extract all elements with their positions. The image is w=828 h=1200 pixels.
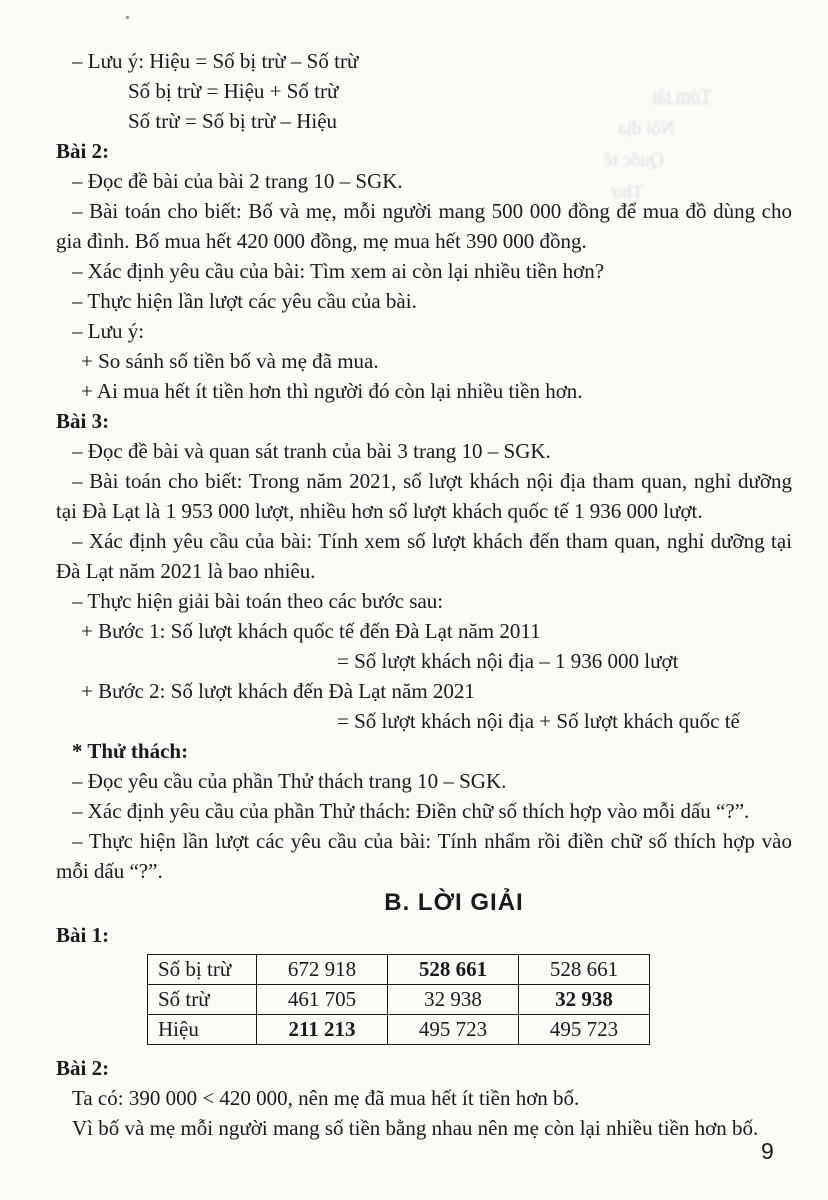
- table-cell-label: Số trừ: [148, 985, 257, 1015]
- bai3-step-read: – Đọc đề bài và quan sát tranh của bài 3 trang 10 – SGK.: [72, 439, 551, 463]
- bai2-step-require: – Xác định yêu cầu của bài: Tìm xem ai còn lại nhiều tiền hơn?: [72, 259, 605, 283]
- bai2-solution-line-1: Ta có: 390 000 < 420 000, nên mẹ đã mua hết ít tiền hơn bố.: [72, 1086, 580, 1110]
- bai2-step-given: – Bài toán cho biết: Bố và mẹ, mỗi người mang 500 000 đồng để mua đồ dùng cho gia đình. Bố mua hết 420 000 đồng, mẹ mua hết 390 000 đồng.: [56, 199, 792, 253]
- bai3-step-2: + Bước 2: Số lượt khách đến Đà Lạt năm 2021: [81, 679, 475, 703]
- thuthach-step-do: – Thực hiện lần lượt các yêu cầu của bài: Tính nhẩm rồi điền chữ số thích hợp vào mỗi dấu “?”.: [56, 829, 792, 883]
- note-line-2: Số bị trừ = Hiệu + Số trừ: [128, 79, 339, 103]
- bai-3-heading: Bài 3:: [56, 409, 110, 433]
- bai-1-solution-heading: Bài 1:: [56, 923, 110, 947]
- bai2-note-label: – Lưu ý:: [72, 319, 145, 343]
- bai2-step-read: – Đọc đề bài của bài 2 trang 10 – SGK.: [72, 169, 403, 193]
- thuthach-step-read: – Đọc yêu cầu của phần Thử thách trang 10 – SGK.: [72, 769, 507, 793]
- thuthach-step-require: – Xác định yêu cầu của phần Thử thách: Điền chữ số thích hợp vào mỗi dấu “?”.: [72, 799, 750, 823]
- bleed-through-text: Thư: [612, 182, 644, 203]
- bai3-step-do: – Thực hiện giải bài toán theo các bước sau:: [72, 589, 444, 613]
- table-cell-label: Hiệu: [148, 1015, 257, 1045]
- thu-thach-heading: * Thử thách:: [72, 739, 189, 763]
- bai2-solution-line-2: Vì bố và mẹ mỗi người mang số tiền bằng nhau nên mẹ còn lại nhiều tiền hơn bố.: [72, 1116, 759, 1140]
- bai3-step-given: – Bài toán cho biết: Trong năm 2021, số lượt khách nội địa tham quan, nghỉ dưỡng tại Đà Lạt là 1 953 000 lượt, nhiều hơn số lượt khách quốc tế 1 936 000 lượt.: [56, 469, 792, 523]
- bleed-through-text: Quốc tế: [604, 150, 664, 171]
- bai3-step-1: + Bước 1: Số lượt khách quốc tế đến Đà Lạt năm 2011: [81, 619, 541, 643]
- table-cell-value: 528 661: [388, 955, 519, 985]
- table-cell-value: 461 705: [257, 985, 388, 1015]
- table-row: [148, 1015, 650, 1045]
- answer-table: [147, 954, 650, 1045]
- note-line-1: – Lưu ý: Hiệu = Số bị trừ – Số trừ: [72, 49, 359, 73]
- solution-section-heading: B. LỜI GIẢI: [384, 889, 524, 916]
- table-cell-value: 211 213: [257, 1015, 388, 1045]
- scan-speck: [126, 16, 129, 19]
- bai3-step-require: – Xác định yêu cầu của bài: Tính xem số lượt khách đến tham quan, nghỉ dưỡng tại Đà Lạt năm 2021 là bao nhiêu.: [56, 529, 792, 583]
- bai2-note-item-1: + So sánh số tiền bố và mẹ đã mua.: [81, 349, 379, 373]
- table-cell-label: Số bị trừ: [148, 955, 257, 985]
- bai-2-solution-heading: Bài 2:: [56, 1056, 110, 1080]
- bleed-through-text: Tóm tắt: [652, 86, 712, 107]
- table-cell-value: 495 723: [388, 1015, 519, 1045]
- bleed-through-text: Nội địa: [618, 118, 675, 139]
- page-number: 9: [761, 1138, 774, 1164]
- bai3-step-1-formula: = Số lượt khách nội địa – 1 936 000 lượt: [337, 649, 679, 673]
- table-cell-value: 672 918: [257, 955, 388, 985]
- table-cell-value: 528 661: [519, 955, 650, 985]
- bai2-note-item-2: + Ai mua hết ít tiền hơn thì người đó còn lại nhiều tiền hơn.: [81, 379, 583, 403]
- table-cell-value: 32 938: [519, 985, 650, 1015]
- note-line-3: Số trừ = Số bị trừ – Hiệu: [128, 109, 338, 133]
- bai2-step-do: – Thực hiện lần lượt các yêu cầu của bài.: [72, 289, 417, 313]
- table-cell-value: 495 723: [519, 1015, 650, 1045]
- bai3-step-2-formula: = Số lượt khách nội địa + Số lượt khách quốc tế: [337, 709, 740, 733]
- table-row: [148, 985, 650, 1015]
- table-row: [148, 955, 650, 985]
- bai-2-heading: Bài 2:: [56, 139, 110, 163]
- table-cell-value: 32 938: [388, 985, 519, 1015]
